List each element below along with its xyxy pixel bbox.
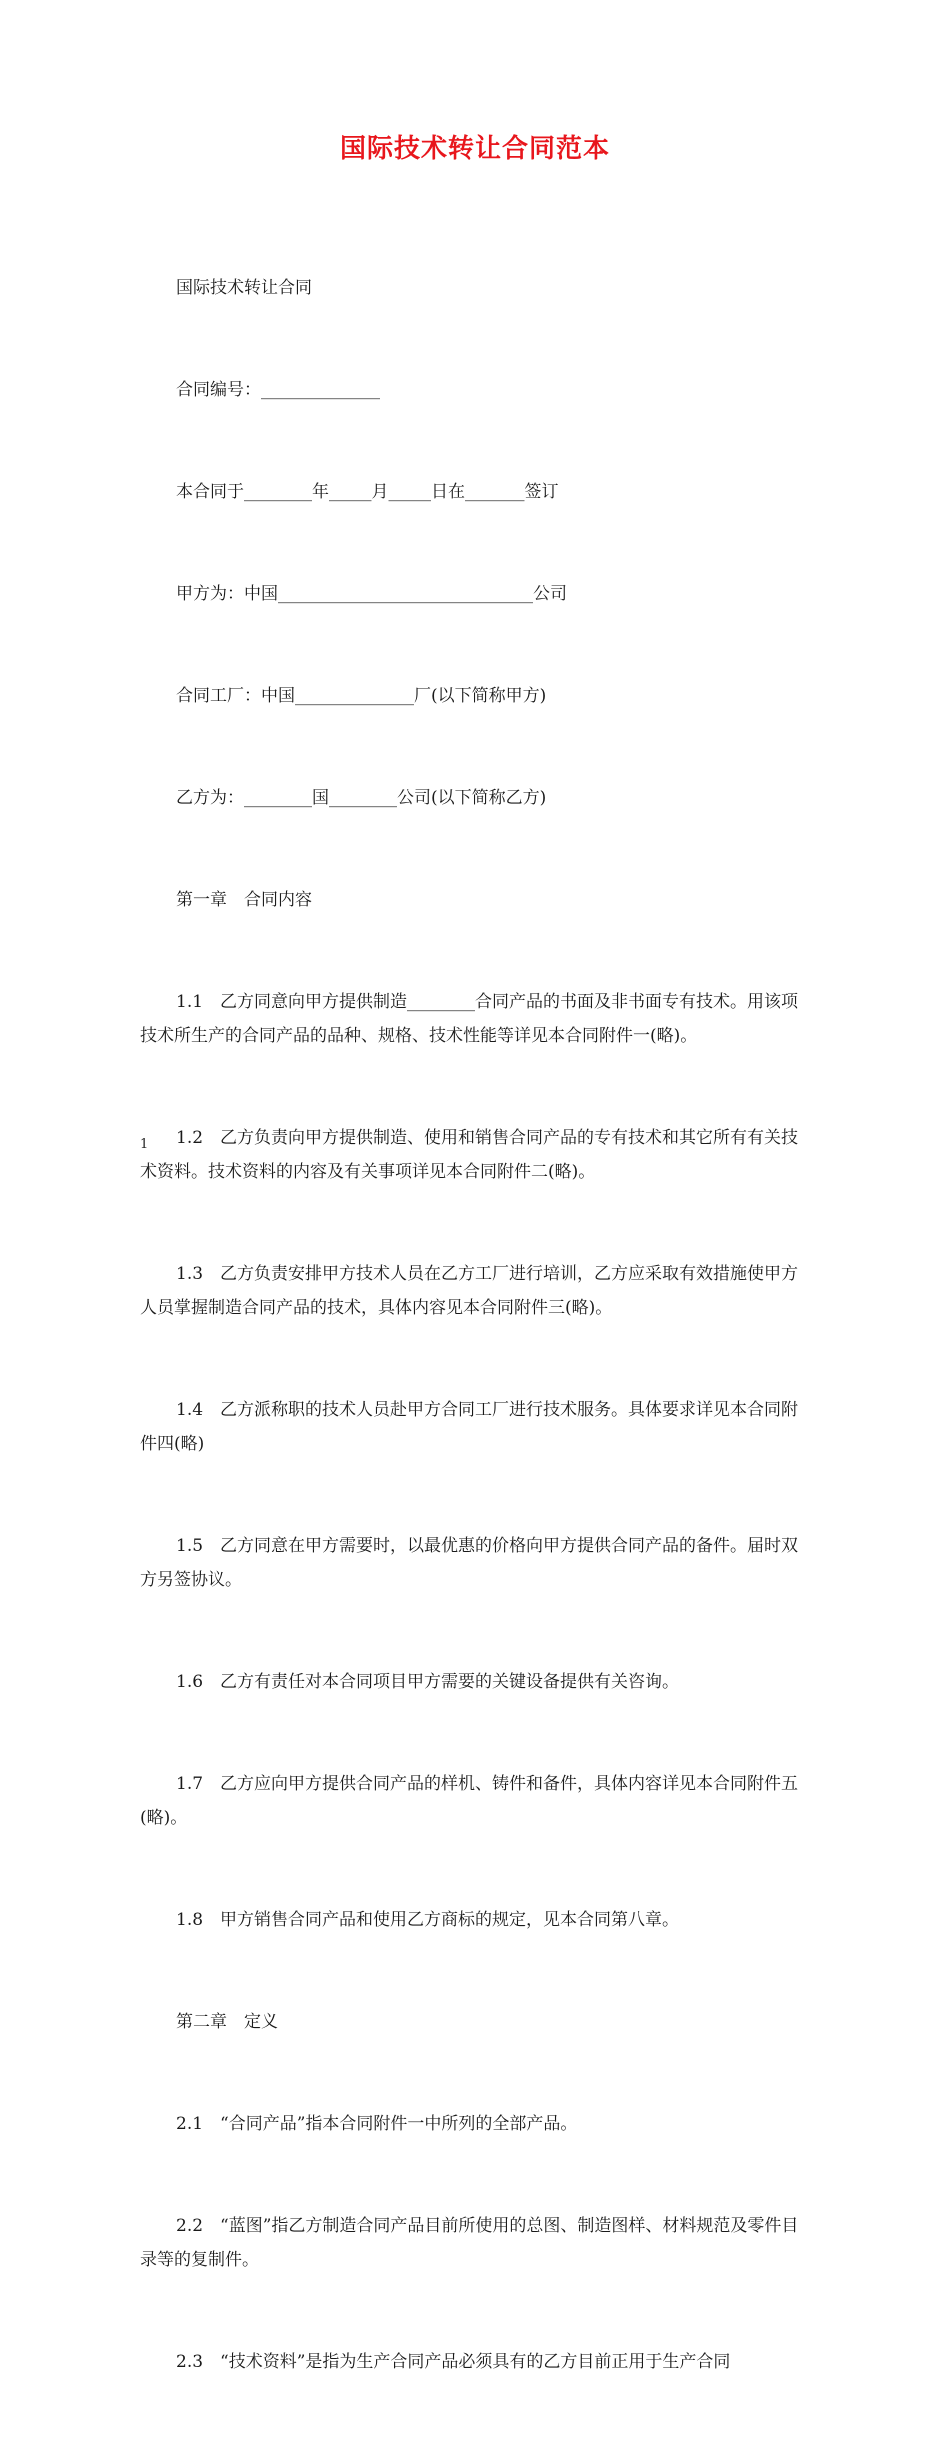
clause-1-4: 1.4 乙方派称职的技术人员赴甲方合同工厂进行技术服务。具体要求详见本合同附件四(略) <box>140 1400 799 1454</box>
chapter-heading-2: 第二章 定义 <box>176 2012 278 2032</box>
clause-1-1: 1.1 乙方同意向甲方提供制造________合同产品的书面及非书面专有技术。用该项技术所生产的合同产品的品种、规格、技术性能等详见本合同附件一(略)。 <box>140 992 799 1046</box>
paragraph-contract-number: 合同编号：______________ <box>176 380 380 400</box>
page-number: 1 <box>140 1137 149 1152</box>
paragraph-contract-factory: 合同工厂：中国______________厂(以下简称甲方) <box>176 686 547 706</box>
clause-2-3: 2.3 “技术资料”是指为生产合同产品必须具有的乙方目前正用于生产合同 <box>176 2352 731 2372</box>
document-title: 国际技术转让合同范本 <box>339 134 610 164</box>
clause-1-6: 1.6 乙方有责任对本合同项目甲方需要的关键设备提供有关咨询。 <box>176 1672 680 1692</box>
clause-1-7: 1.7 乙方应向甲方提供合同产品的样机、铸件和备件，具体内容详见本合同附件五(略)。 <box>140 1774 799 1828</box>
clause-1-2: 1.2 乙方负责向甲方提供制造、使用和销售合同产品的专有技术和其它所有有关技术资料。技术资料的内容及有关事项详见本合同附件二(略)。 <box>140 1128 799 1182</box>
paragraph-party-a: 甲方为：中国______________________________公司 <box>176 584 567 604</box>
clause-1-5: 1.5 乙方同意在甲方需要时，以最优惠的价格向甲方提供合同产品的备件。届时双方另签协议。 <box>140 1536 799 1590</box>
paragraph-contract-name: 国际技术转让合同 <box>176 278 312 298</box>
clause-2-2: 2.2 “蓝图”指乙方制造合同产品目前所使用的总图、制造图样、材料规范及零件目录等的复制件。 <box>140 2216 799 2270</box>
clause-1-3: 1.3 乙方负责安排甲方技术人员在乙方工厂进行培训，乙方应采取有效措施使甲方人员掌握制造合同产品的技术，具体内容见本合同附件三(略)。 <box>140 1264 799 1318</box>
clause-2-1: 2.1 “合同产品”指本合同附件一中所列的全部产品。 <box>176 2114 578 2134</box>
paragraph-party-b: 乙方为：________国________公司(以下简称乙方) <box>176 788 547 808</box>
chapter-heading-1: 第一章 合同内容 <box>176 890 312 910</box>
paragraph-signing-date: 本合同于________年_____月_____日在_______签订 <box>176 482 559 502</box>
clause-1-8: 1.8 甲方销售合同产品和使用乙方商标的规定，见本合同第八章。 <box>176 1910 680 1930</box>
document-body <box>140 203 812 2447</box>
